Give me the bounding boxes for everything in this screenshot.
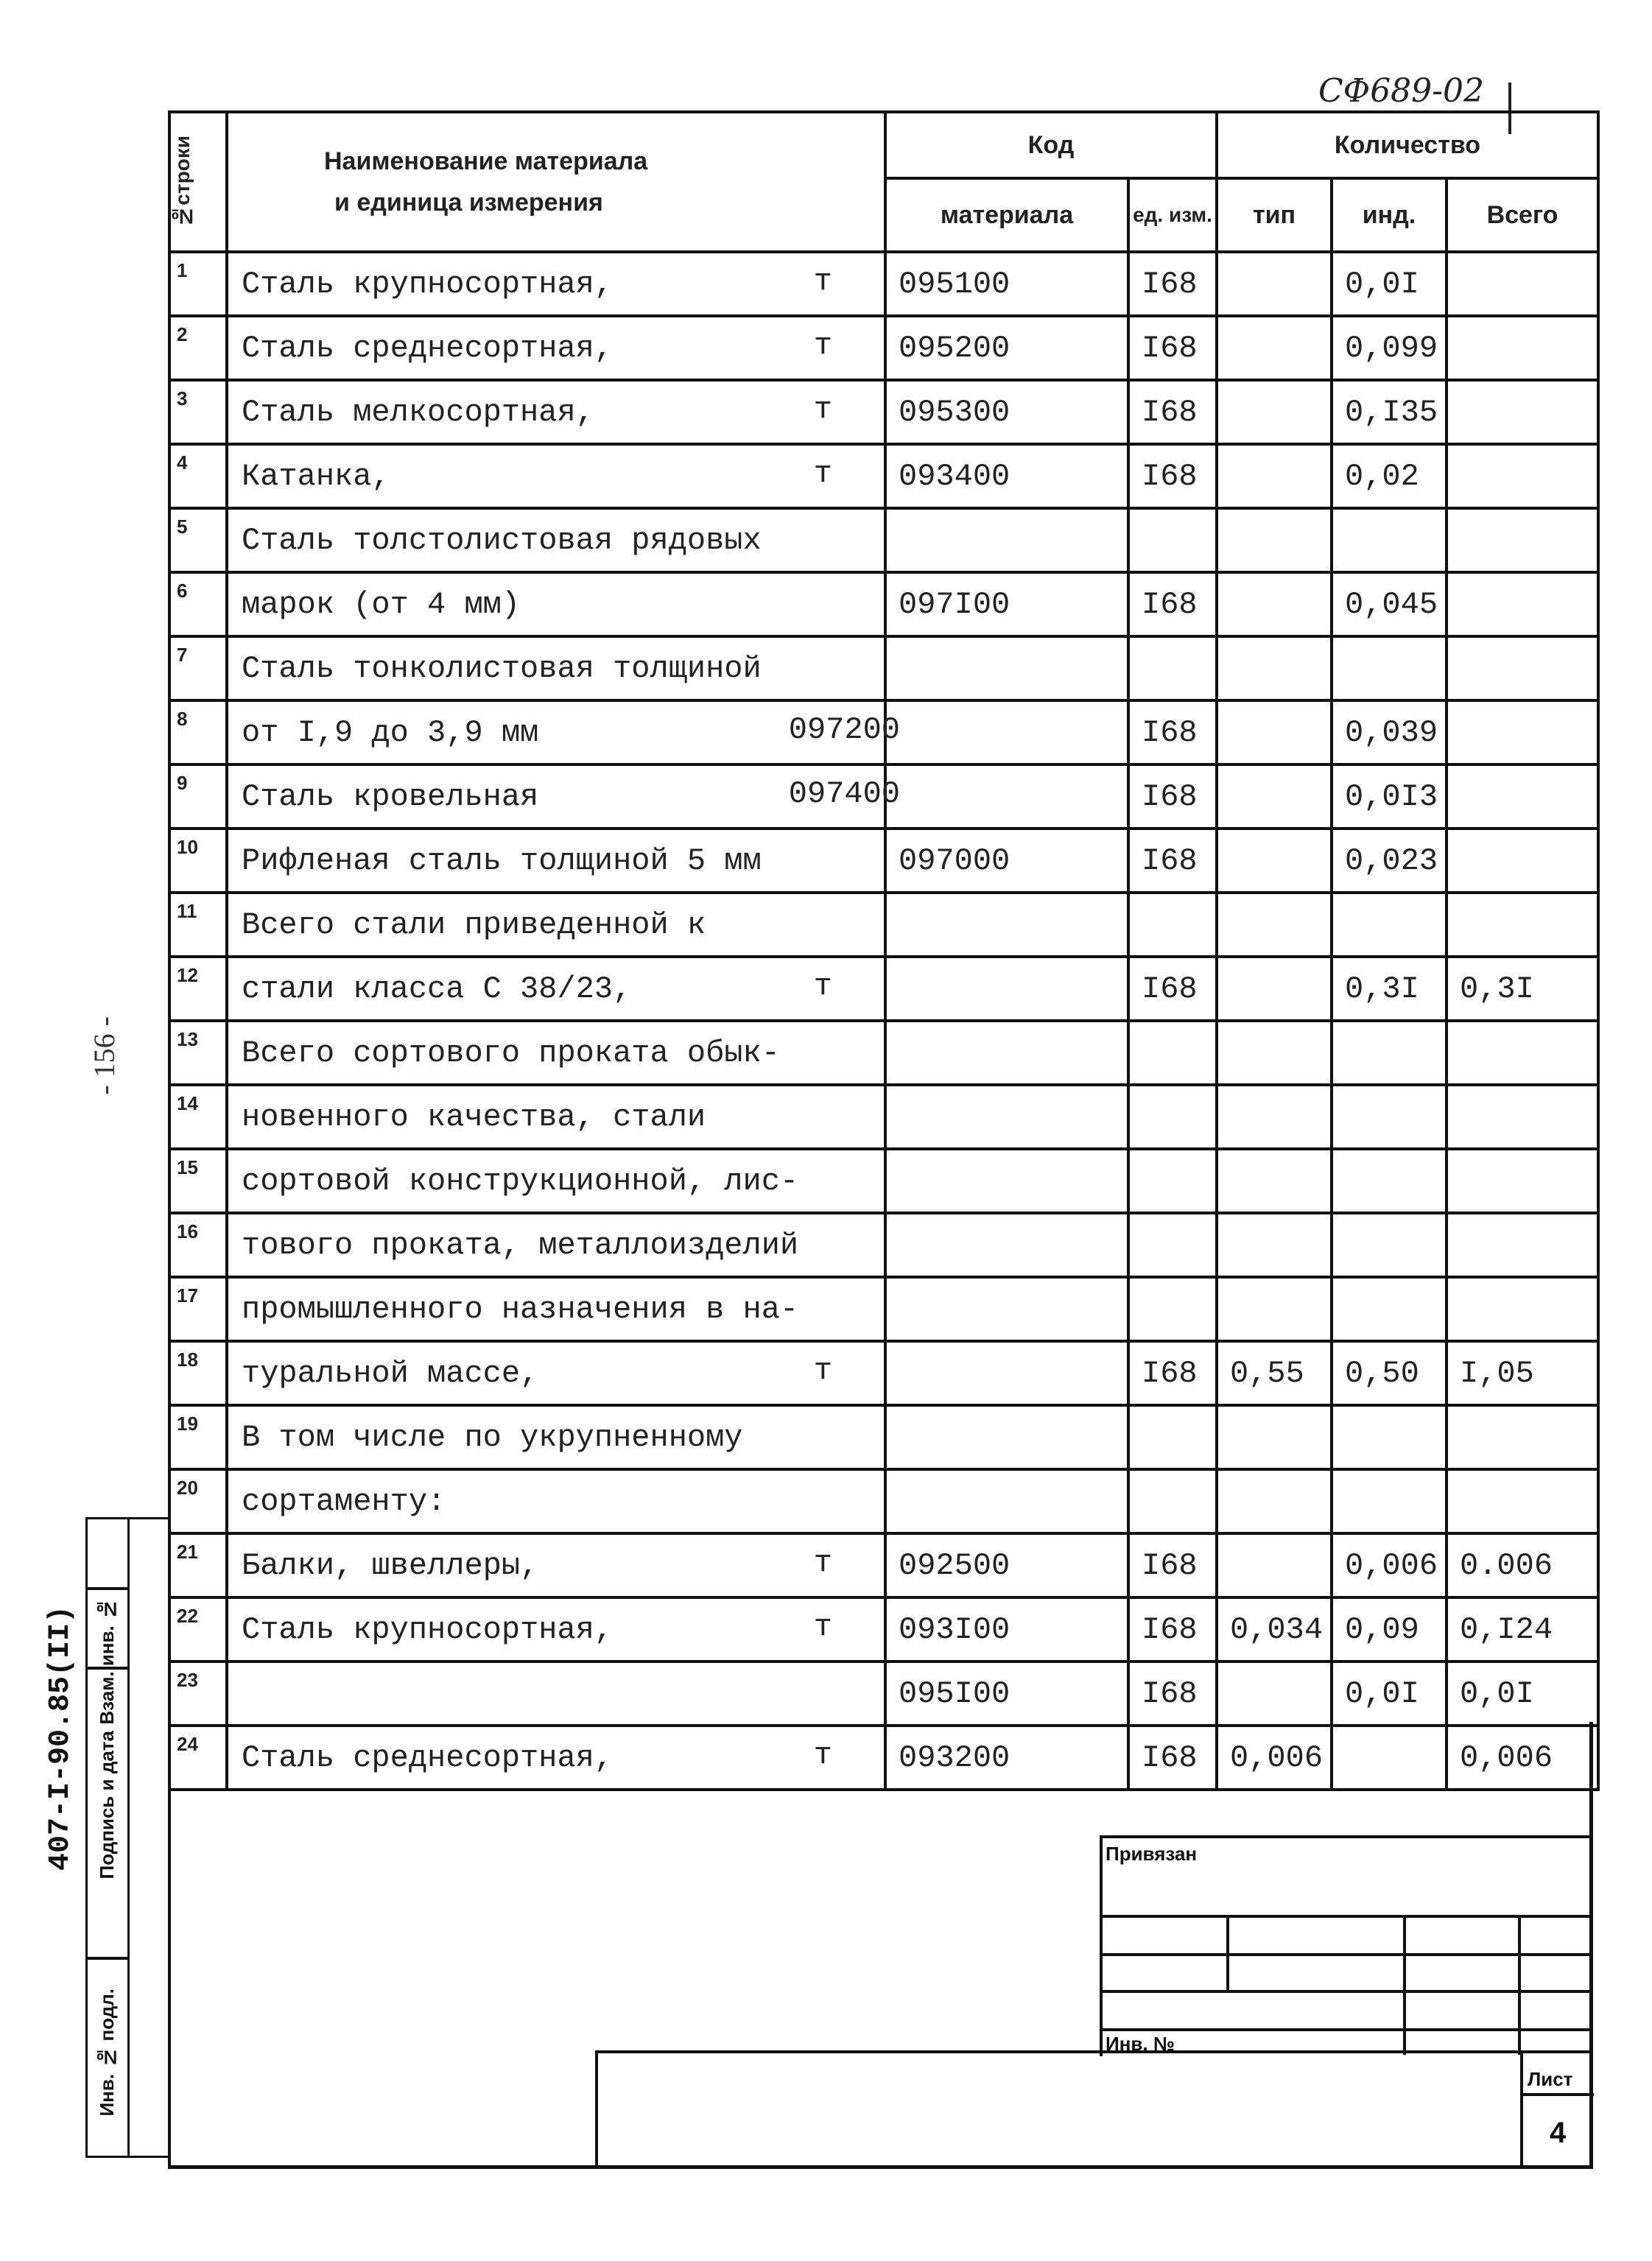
qty-total <box>1447 636 1598 700</box>
material-name <box>227 636 885 700</box>
row-number: 24 <box>169 1726 227 1790</box>
qty-ind <box>1332 1726 1447 1790</box>
material-name-text: Рифленая сталь толщиной 5 мм <box>242 843 762 879</box>
qty-total <box>1447 1149 1598 1213</box>
margin-blank-cell <box>128 1517 171 2158</box>
unit-code: I68 <box>1128 1341 1217 1405</box>
material-name-text: Сталь толстолистовая рядовых <box>242 522 762 558</box>
row-number: 9 <box>169 764 227 829</box>
material-name-text: от I,9 до 3,9 мм <box>242 714 539 750</box>
qty-type <box>1217 636 1332 700</box>
material-name <box>227 1469 885 1533</box>
header-name: Наименование материала и единица измерения <box>227 112 885 252</box>
row-number: 4 <box>169 444 227 508</box>
material-name <box>227 1149 885 1213</box>
qty-type <box>1217 252 1332 316</box>
material-code: 097000 <box>885 829 1128 893</box>
qty-total <box>1447 508 1598 572</box>
qty-total <box>1447 316 1598 380</box>
material-name <box>227 1662 885 1726</box>
material-name <box>227 1277 885 1341</box>
table-row <box>169 1533 1598 1597</box>
qty-total <box>1447 1213 1598 1277</box>
unit-code: I68 <box>1128 444 1217 508</box>
qty-ind: 0,02 <box>1332 444 1447 508</box>
material-name-text: тового проката, металлоизделий <box>242 1227 799 1263</box>
vzam-label: Взам. инв. № <box>96 1598 118 1725</box>
material-code <box>885 1149 1128 1213</box>
material-code: 093400 <box>885 444 1128 508</box>
page-mark: - 156 - <box>88 1016 121 1095</box>
qty-type <box>1217 316 1332 380</box>
table-row <box>169 893 1598 957</box>
material-name-text: туральной массе, <box>242 1355 539 1391</box>
material-code: 095200 <box>885 316 1128 380</box>
material-name-text: В том числе по укрупненному <box>242 1419 743 1455</box>
table-row <box>169 1149 1598 1213</box>
qty-ind <box>1332 1405 1447 1469</box>
qty-ind: 0,3I <box>1332 957 1447 1021</box>
row-number: 23 <box>169 1662 227 1726</box>
material-code <box>885 1469 1128 1533</box>
table-row <box>169 316 1598 380</box>
title-block <box>1100 1835 1592 2056</box>
material-code: 095300 <box>885 380 1128 444</box>
material-name-text: Сталь тонколистовая толщиной <box>242 650 762 686</box>
material-name <box>227 1213 885 1277</box>
qty-total <box>1447 444 1598 508</box>
table-row <box>169 1726 1598 1790</box>
qty-type <box>1217 829 1332 893</box>
qty-ind <box>1332 1085 1447 1149</box>
row-number: 8 <box>169 700 227 764</box>
material-code: 093I00 <box>885 1597 1128 1662</box>
material-code <box>885 1341 1128 1405</box>
qty-type <box>1217 1405 1332 1469</box>
material-name <box>227 1597 885 1662</box>
unit-text: т <box>813 968 832 1004</box>
qty-type <box>1217 1533 1332 1597</box>
qty-total <box>1447 252 1598 316</box>
row-number: 16 <box>169 1213 227 1277</box>
qty-ind <box>1332 1469 1447 1533</box>
row-number: 17 <box>169 1277 227 1341</box>
table-row <box>169 508 1598 572</box>
unit-text: т <box>813 1609 832 1645</box>
unit-code: I68 <box>1128 252 1217 316</box>
row-number: 13 <box>169 1021 227 1085</box>
qty-ind: 0,045 <box>1332 572 1447 636</box>
qty-total: I,05 <box>1447 1341 1598 1405</box>
row-number: 14 <box>169 1085 227 1149</box>
material-name <box>227 829 885 893</box>
sheet-number: 4 <box>1550 2117 1567 2149</box>
material-name <box>227 1085 885 1149</box>
material-code <box>885 636 1128 700</box>
qty-ind: 0,039 <box>1332 700 1447 764</box>
unit-code <box>1128 1405 1217 1469</box>
material-code: 093200 <box>885 1726 1128 1790</box>
qty-type <box>1217 1277 1332 1341</box>
material-name-text: Катанка, <box>242 458 390 494</box>
margin-stamp-strip <box>85 1517 170 2158</box>
material-name-text: Сталь среднесортная, <box>242 1740 614 1776</box>
unit-code <box>1128 1469 1217 1533</box>
qty-type: 0,006 <box>1217 1726 1332 1790</box>
material-name-text: Всего стали приведенной к <box>242 907 706 943</box>
table-row <box>169 829 1598 893</box>
qty-type <box>1217 1469 1332 1533</box>
material-name <box>227 252 885 316</box>
qty-total <box>1447 1085 1598 1149</box>
material-code <box>885 1405 1128 1469</box>
row-number: 18 <box>169 1341 227 1405</box>
material-name <box>227 1021 885 1085</box>
privyazan-label: Привязан <box>1106 1843 1198 1865</box>
qty-ind: 0,0I3 <box>1332 764 1447 829</box>
qty-total <box>1447 829 1598 893</box>
header-qty-type: тип <box>1217 178 1332 252</box>
qty-type <box>1217 444 1332 508</box>
stamp-inner-box <box>595 2050 1591 2167</box>
table-row <box>169 380 1598 444</box>
header-qty-ind: инд. <box>1332 178 1447 252</box>
material-name <box>227 893 885 957</box>
material-code: 092500 <box>885 1533 1128 1597</box>
qty-type <box>1217 572 1332 636</box>
table-row <box>169 1662 1598 1726</box>
unit-code <box>1128 1021 1217 1085</box>
qty-type <box>1217 893 1332 957</box>
material-code <box>885 700 1128 764</box>
material-name-text: Сталь среднесортная, <box>242 330 614 366</box>
material-code <box>885 893 1128 957</box>
header-qty-total: Всего <box>1447 178 1598 252</box>
table-row <box>169 1213 1598 1277</box>
row-number: 20 <box>169 1469 227 1533</box>
material-name-text: марок (от 4 мм) <box>242 586 521 622</box>
material-name <box>227 316 885 380</box>
material-name-text: новенного качества, стали <box>242 1099 706 1135</box>
qty-type <box>1217 700 1332 764</box>
qty-ind <box>1332 1213 1447 1277</box>
row-number: 11 <box>169 893 227 957</box>
table-row <box>169 1085 1598 1149</box>
qty-type <box>1217 1149 1332 1213</box>
qty-total <box>1447 380 1598 444</box>
unit-code: I68 <box>1128 829 1217 893</box>
table-row <box>169 957 1598 1021</box>
qty-total <box>1447 1021 1598 1085</box>
qty-ind <box>1332 1021 1447 1085</box>
table-row <box>169 1597 1598 1662</box>
table-row <box>169 1021 1598 1085</box>
row-number: 12 <box>169 957 227 1021</box>
podpis-label: Подпись и дата <box>96 1731 118 1880</box>
row-number: 7 <box>169 636 227 700</box>
qty-ind: 0,50 <box>1332 1341 1447 1405</box>
unit-text: т <box>813 456 832 491</box>
qty-ind: 0,099 <box>1332 316 1447 380</box>
table-row <box>169 1405 1598 1469</box>
qty-total: 0,0I <box>1447 1662 1598 1726</box>
material-name <box>227 1533 885 1597</box>
table-row <box>169 636 1598 700</box>
qty-ind <box>1332 1149 1447 1213</box>
row-number: 15 <box>169 1149 227 1213</box>
material-name <box>227 700 900 764</box>
inv-podl-label: Инв. № подл. <box>96 1989 118 2117</box>
table-row <box>169 572 1598 636</box>
unit-code: I68 <box>1128 700 1217 764</box>
unit-code: I68 <box>1128 1533 1217 1597</box>
materials-table <box>168 110 1600 1791</box>
unit-code: I68 <box>1128 957 1217 1021</box>
qty-ind: 0,023 <box>1332 829 1447 893</box>
unit-code <box>1128 1277 1217 1341</box>
qty-total: 0,006 <box>1447 1726 1598 1790</box>
inv-no-label: Инв. № <box>1106 2033 1175 2055</box>
material-name-text: Сталь крупносортная, <box>242 266 614 302</box>
unit-code <box>1128 1085 1217 1149</box>
list-label: Лист <box>1528 2068 1573 2090</box>
unit-code <box>1128 893 1217 957</box>
material-name-text: Балки, швеллеры, <box>242 1547 539 1583</box>
material-name <box>227 508 885 572</box>
document-number: 407-I-90.85(II) <box>44 1606 77 1871</box>
material-code <box>885 1085 1128 1149</box>
qty-type <box>1217 764 1332 829</box>
unit-code: I68 <box>1128 1726 1217 1790</box>
material-code: 097I00 <box>885 572 1128 636</box>
material-code <box>885 957 1128 1021</box>
material-name <box>227 444 885 508</box>
qty-total <box>1447 572 1598 636</box>
qty-ind: 0,0I <box>1332 1662 1447 1726</box>
qty-type <box>1217 380 1332 444</box>
material-name-text: Сталь мелкосортная, <box>242 394 594 430</box>
unit-code <box>1128 1149 1217 1213</box>
qty-total <box>1447 1469 1598 1533</box>
qty-ind <box>1332 508 1447 572</box>
material-name <box>227 380 885 444</box>
unit-code <box>1128 636 1217 700</box>
material-code <box>885 1021 1128 1085</box>
unit-text: т <box>813 264 832 299</box>
header-code-unit: ед. изм. <box>1128 178 1217 252</box>
material-code <box>885 508 1128 572</box>
qty-type <box>1217 1021 1332 1085</box>
unit-code: I68 <box>1128 764 1217 829</box>
qty-total: 0,3I <box>1447 957 1598 1021</box>
material-name-text: Сталь кровельная <box>242 778 539 815</box>
row-number: 2 <box>169 316 227 380</box>
header-row-no: №строки <box>169 112 227 252</box>
table-row <box>169 764 1598 829</box>
material-name-text: промышленного назначения в на- <box>242 1291 799 1327</box>
unit-code <box>1128 1213 1217 1277</box>
qty-total <box>1447 700 1598 764</box>
qty-ind: 0,09 <box>1332 1597 1447 1662</box>
unit-code <box>1128 508 1217 572</box>
table-row <box>169 1469 1598 1533</box>
table-row <box>169 444 1598 508</box>
material-name-text: Всего сортового проката обык- <box>242 1035 780 1071</box>
vzam-no-cell <box>85 1517 130 1589</box>
qty-type <box>1217 957 1332 1021</box>
qty-ind: 0,I35 <box>1332 380 1447 444</box>
inline-material-code: 097400 <box>788 776 900 812</box>
qty-type <box>1217 508 1332 572</box>
material-code: 095I00 <box>885 1662 1128 1726</box>
unit-code: I68 <box>1128 1597 1217 1662</box>
unit-code: I68 <box>1128 572 1217 636</box>
qty-ind <box>1332 1277 1447 1341</box>
qty-type: 0,55 <box>1217 1341 1332 1405</box>
qty-type <box>1217 1213 1332 1277</box>
material-name <box>227 1341 885 1405</box>
material-code <box>885 764 1128 829</box>
document-code-stamp: СФ689-02 <box>1318 72 1485 110</box>
row-number: 22 <box>169 1597 227 1662</box>
table-row <box>169 252 1598 316</box>
material-name-text: сортовой конструкционной, лис- <box>242 1163 799 1199</box>
qty-ind <box>1332 893 1447 957</box>
qty-ind <box>1332 636 1447 700</box>
header-code: Код <box>885 112 1217 178</box>
unit-text: т <box>813 328 832 363</box>
qty-total: 0,I24 <box>1447 1597 1598 1662</box>
row-number: 3 <box>169 380 227 444</box>
row-number: 19 <box>169 1405 227 1469</box>
material-name <box>227 957 885 1021</box>
qty-type: 0,034 <box>1217 1597 1332 1662</box>
unit-text: т <box>813 392 832 427</box>
row-number: 6 <box>169 572 227 636</box>
row-number: 1 <box>169 252 227 316</box>
row-number: 10 <box>169 829 227 893</box>
material-code: 095100 <box>885 252 1128 316</box>
unit-code: I68 <box>1128 380 1217 444</box>
material-code <box>885 1213 1128 1277</box>
unit-code: I68 <box>1128 316 1217 380</box>
header-code-material: материала <box>885 178 1128 252</box>
unit-code: I68 <box>1128 1662 1217 1726</box>
unit-text: т <box>813 1737 832 1773</box>
row-number: 5 <box>169 508 227 572</box>
inline-material-code: 097200 <box>788 712 900 748</box>
qty-total <box>1447 1405 1598 1469</box>
material-name <box>227 572 885 636</box>
unit-text: т <box>813 1353 832 1388</box>
table-row <box>169 1277 1598 1341</box>
material-name-text: сортаменту: <box>242 1483 446 1519</box>
sheet-box <box>1520 2050 1591 2165</box>
table-row <box>169 700 1598 764</box>
table-row <box>169 1341 1598 1405</box>
material-name <box>227 1726 885 1790</box>
row-number: 21 <box>169 1533 227 1597</box>
qty-total <box>1447 893 1598 957</box>
unit-text: т <box>813 1545 832 1580</box>
material-name-text: стали класса С 38/23, <box>242 971 632 1007</box>
qty-total <box>1447 764 1598 829</box>
qty-ind: 0,006 <box>1332 1533 1447 1597</box>
material-code <box>885 1277 1128 1341</box>
material-name-text: Сталь крупносортная, <box>242 1611 614 1648</box>
header-qty: Количество <box>1217 112 1598 178</box>
qty-type <box>1217 1085 1332 1149</box>
material-name <box>227 1405 885 1469</box>
material-name <box>227 764 900 829</box>
qty-type <box>1217 1662 1332 1726</box>
qty-total: 0.006 <box>1447 1533 1598 1597</box>
frame-left-line <box>168 1722 171 2168</box>
qty-total <box>1447 1277 1598 1341</box>
qty-ind: 0,0I <box>1332 252 1447 316</box>
